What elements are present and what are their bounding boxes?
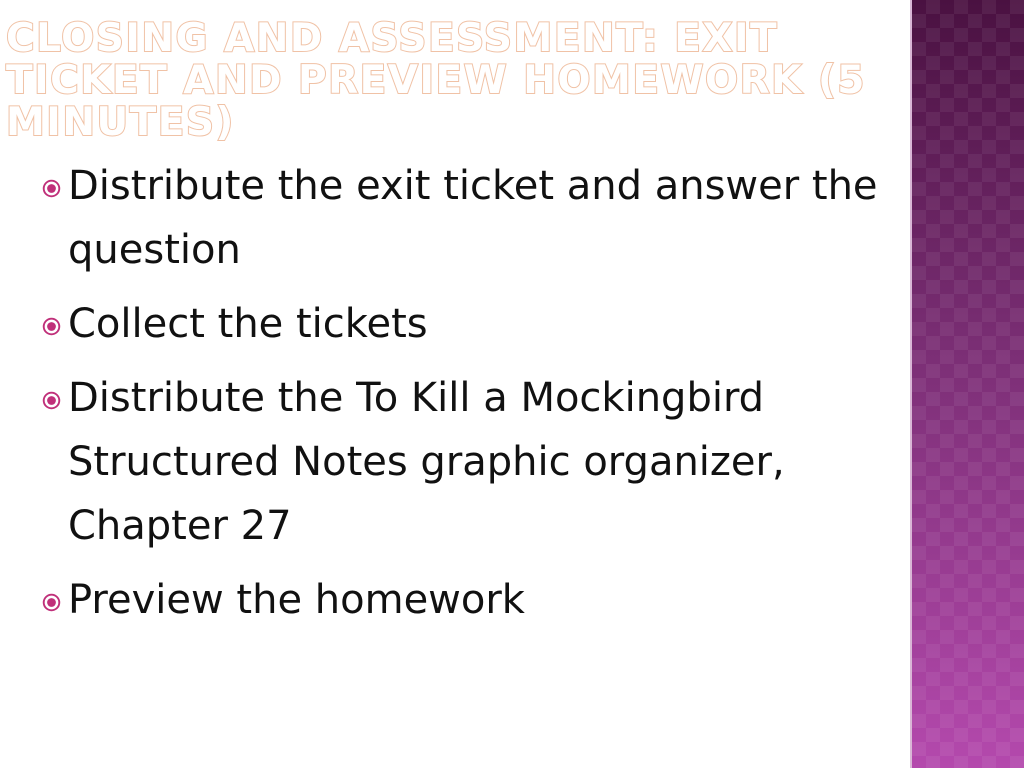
bullseye-icon xyxy=(42,179,61,198)
bullet-list xyxy=(44,154,904,642)
bullet-text: Distribute the exit ticket and answer the question xyxy=(68,163,878,273)
bullet-item xyxy=(44,568,904,632)
bullseye-icon xyxy=(42,317,61,336)
bullet-text: Preview the homework xyxy=(68,577,525,623)
decorative-side-band xyxy=(912,0,1024,768)
bullet-item xyxy=(44,292,904,356)
bullet-text: Collect the tickets xyxy=(68,301,428,347)
bullseye-icon xyxy=(42,593,61,612)
bullet-item xyxy=(44,154,904,282)
slide-title: CLOSING AND ASSESSMENT: EXIT TICKET AND PREVIEW HOMEWORK (5 MINUTES) xyxy=(6,16,866,146)
bullet-text: Distribute the To Kill a Mockingbird Structured Notes graphic organizer, Chapter 27 xyxy=(68,375,785,549)
bullet-item xyxy=(44,366,904,558)
bullseye-icon xyxy=(42,391,61,410)
